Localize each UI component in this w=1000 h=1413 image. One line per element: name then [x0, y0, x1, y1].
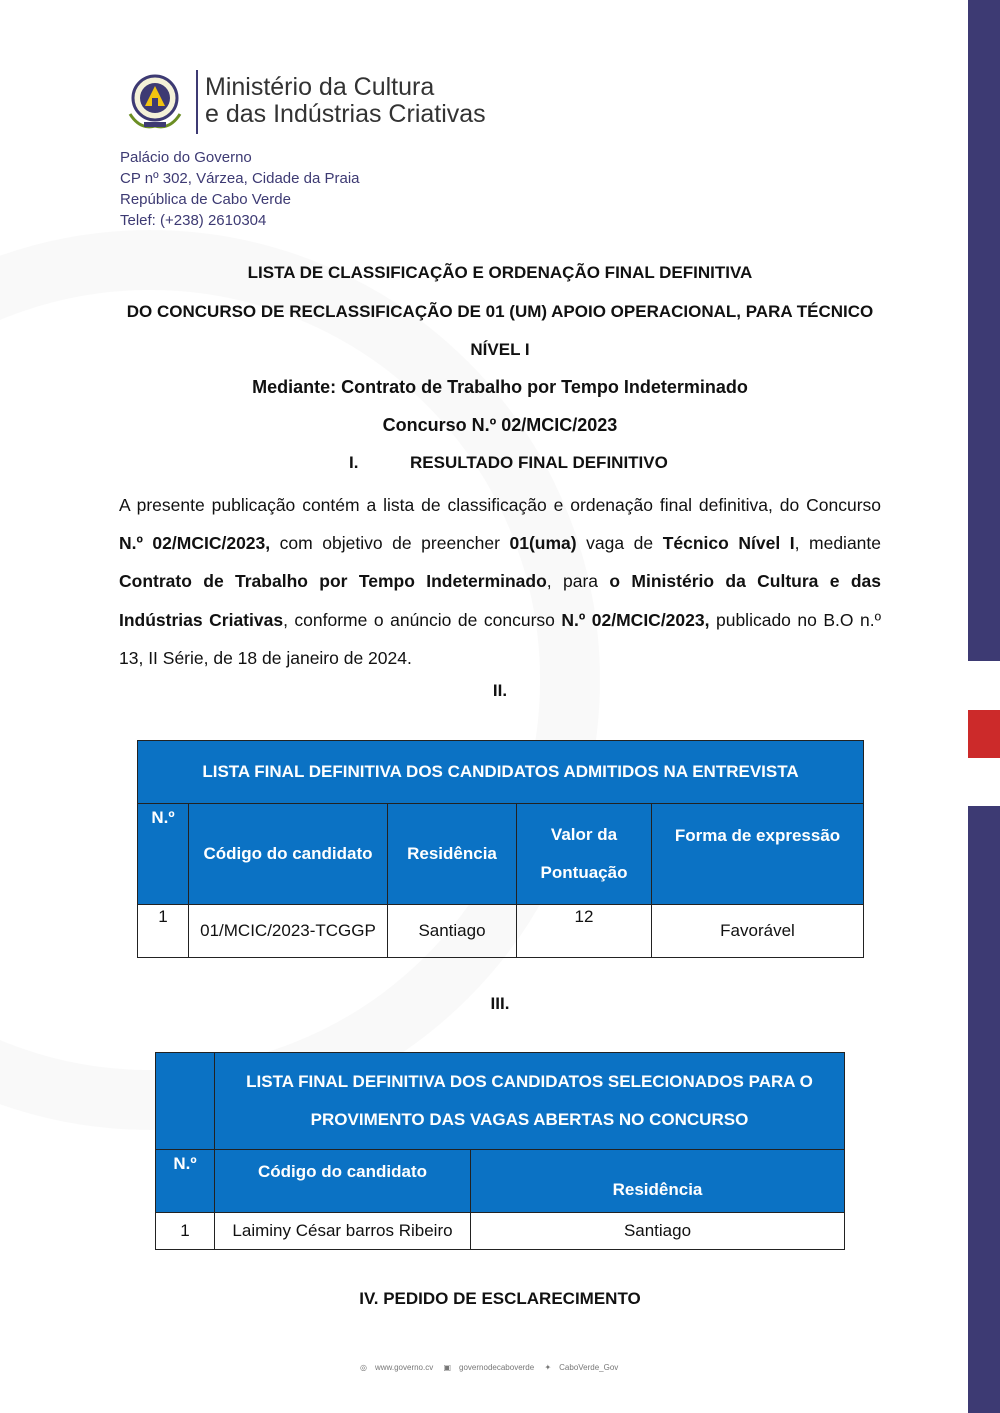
paragraph-bold: o Ministério da Cultura e das Indústrias Criativas — [119, 571, 881, 630]
document-title-line-2: DO CONCURSO DE RECLASSIFICAÇÃO DE 01 (UM) APOIO OPERACIONAL, PARA TÉCNICO — [126, 302, 874, 321]
globe-icon: ◎ — [360, 1363, 367, 1372]
row-residence: Santiago — [388, 905, 517, 958]
header-candidate-code: Código do candidato — [189, 804, 388, 905]
table-row — [138, 905, 864, 958]
paragraph-bold: Contrato de Trabalho por Tempo Indeterminado — [119, 571, 547, 592]
ministry-line-1: Ministério da Cultura — [205, 73, 435, 101]
header-number: N.º — [138, 804, 189, 905]
paragraph-text: A presente publicação contém a lista de classificação e ordenação final definitiva, do Concurso — [119, 495, 881, 515]
admitted-candidates-table — [137, 740, 864, 958]
table-header-row — [156, 1150, 845, 1213]
header-residence: Residência — [471, 1150, 845, 1213]
header-expression: Forma de expressão — [652, 804, 864, 905]
empty-header-cell — [156, 1053, 215, 1150]
side-stripe-bottom — [968, 806, 1000, 1413]
paragraph-text: , mediante — [794, 533, 882, 554]
table-title: LISTA FINAL DEFINITIVA DOS CANDIDATOS SELECIONADOS PARA O PROVIMENTO DAS VAGAS ABERTAS NO CONCURSO — [215, 1053, 845, 1150]
table-title: LISTA FINAL DEFINITIVA DOS CANDIDATOS ADMITIDOS NA ENTREVISTA — [138, 741, 864, 804]
section-3-number: III. — [490, 994, 510, 1013]
twitter-icon: ✦ — [544, 1363, 552, 1372]
ministry-name — [205, 74, 486, 128]
logo-divider — [196, 70, 198, 134]
ministry-line-2: e das Indústrias Criativas — [205, 100, 486, 128]
row-candidate-name: Laiminy César barros Ribeiro — [215, 1213, 471, 1250]
row-number: 1 — [138, 905, 189, 958]
address-line: República de Cabo Verde — [120, 191, 291, 208]
phone-line: Telef: (+238) 2610304 — [120, 212, 267, 229]
row-score: 12 — [517, 905, 652, 958]
paragraph-text: , para — [546, 571, 610, 592]
row-number: 1 — [156, 1213, 215, 1250]
document-title-line-3: NÍVEL I — [470, 340, 530, 359]
header-score: Valor da Pontuação — [517, 804, 652, 905]
footer-links — [360, 1363, 626, 1372]
row-expression: Favorável — [652, 905, 864, 958]
facebook-icon: ▣ — [443, 1363, 452, 1372]
table-title-row — [138, 741, 864, 804]
coat-of-arms-logo — [122, 68, 188, 134]
side-stripe-red — [968, 710, 1000, 758]
section-1-title: RESULTADO FINAL DEFINITIVO — [410, 453, 668, 472]
section-2-number: II. — [492, 681, 508, 700]
address-line: CP nº 302, Várzea, Cidade da Praia — [120, 170, 360, 187]
facebook-link[interactable]: governodecaboverde — [459, 1363, 535, 1372]
paragraph-bold: N.º 02/MCIC/2023, — [561, 609, 710, 630]
section-4-title: IV. PEDIDO DE ESCLARECIMENTO — [359, 1289, 641, 1308]
paragraph-bold: N.º 02/MCIC/2023, — [119, 533, 271, 554]
paragraph-text: com objetivo de preencher — [270, 533, 510, 554]
section-1-number: I. — [349, 453, 359, 472]
header-residence: Residência — [388, 804, 517, 905]
side-stripe-top — [968, 0, 1000, 661]
section-1-paragraph — [119, 486, 881, 677]
table-row — [156, 1213, 845, 1250]
website-link[interactable]: www.governo.cv — [374, 1363, 434, 1372]
table-header-row — [138, 804, 864, 905]
paragraph-text: publicado no B.O n.º 13, II Série, de 18 de janeiro de 2024. — [119, 609, 882, 668]
document-title-line-1: LISTA DE CLASSIFICAÇÃO E ORDENAÇÃO FINAL DEFINITIVA — [247, 263, 753, 282]
paragraph-text: , conforme o anúncio de concurso — [283, 609, 562, 630]
twitter-link[interactable]: CaboVerde_Gov — [559, 1363, 619, 1372]
header-number: N.º — [156, 1150, 215, 1213]
selected-candidates-table — [155, 1052, 845, 1250]
competition-number: Concurso N.º 02/MCIC/2023 — [382, 415, 618, 435]
address-line: Palácio do Governo — [120, 149, 252, 166]
paragraph-bold: Técnico Nível I — [662, 533, 795, 554]
contract-type: Mediante: Contrato de Trabalho por Tempo Indeterminado — [252, 377, 748, 397]
paragraph-bold: 01(uma) — [509, 533, 577, 554]
paragraph-text: vaga de — [576, 533, 663, 554]
address-block — [120, 147, 360, 231]
row-candidate-code: 01/MCIC/2023-TCGGP — [189, 905, 388, 958]
row-residence: Santiago — [471, 1213, 845, 1250]
header-candidate-code: Código do candidato — [215, 1150, 471, 1213]
table-title-row — [156, 1053, 845, 1150]
